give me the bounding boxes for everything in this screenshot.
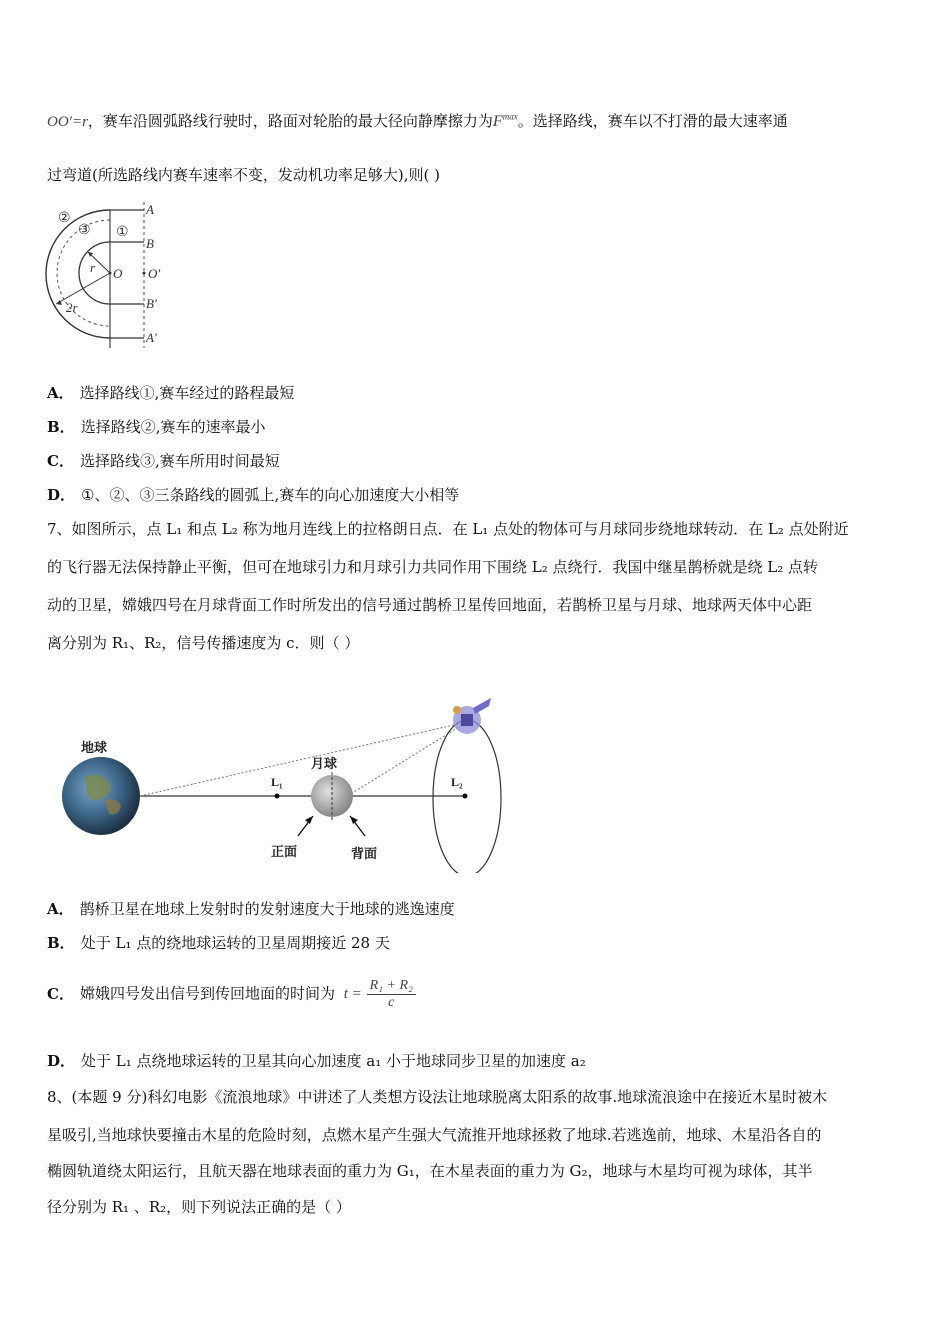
q6-option-b[interactable]: B． 选择路线②,赛车的速率最小 (47, 418, 266, 436)
label-earth: 地球 (81, 740, 108, 755)
q6-oo-r-math: OO′=r (47, 114, 88, 130)
q6-stem-line-2: 过弯道(所选路线内赛车速率不变，发动机功率足够大),则( ) (47, 166, 440, 184)
label-O-prime: O′ (148, 266, 161, 281)
q8-stem-line-2: 星吸引,当地球快要撞击木星的危险时刻，点燃木星产生强大气流推开地球拯救了地球.若逃逸前，地球、木星沿各自的 (47, 1126, 822, 1144)
label-L2: L₂ (451, 775, 463, 789)
q7-formula-lhs: t = (343, 986, 362, 1002)
q7-stem-line-2: 的飞行器无法保持静止平衡，但可在地球引力和月球引力共同作用下围绕 L₂ 点绕行．我国中继星鹊桥就是绕 L₂ 点转 (47, 558, 819, 576)
label-B: B (146, 236, 154, 251)
q6-stem-line-1 (47, 110, 788, 131)
relay-satellite (453, 698, 491, 734)
q6-option-d[interactable]: D． ①、②、③三条路线的圆弧上,赛车的向心加速度大小相等 (47, 486, 460, 504)
q7-lagrange-figure (55, 688, 505, 873)
label-route-3: ③ (78, 223, 91, 238)
q7-stem-line-4: 离分别为 R₁、R₂，信号传播速度为 c．则（ ） (47, 634, 360, 652)
q7-option-b[interactable]: B． 处于 L₁ 点的绕地球运转的卫星周期接近 28 天 (47, 934, 390, 952)
q7-stem-line-3: 动的卫星，嫦娥四号在月球背面工作时所发出的信号通过鹊桥卫星传回地面，若鹊桥卫星与月球、地球两天体中心距 (47, 596, 813, 614)
q6-fmax-math: $F^{max}$ (492, 111, 518, 130)
q7-stem-line-1: 7、如图所示，点 L₁ 和点 L₂ 称为地月连线上的拉格朗日点．在 L₁ 点处的物体可与月球同步绕地球转动．在 L₂ 点处附近 (47, 520, 849, 538)
label-2r: 2r (66, 300, 78, 315)
q6-track-figure (40, 196, 180, 356)
label-route-2: ② (58, 211, 71, 226)
q7-formula-fraction: $\frac{\text{R₁ + R₂}}{c}$ (367, 978, 416, 1011)
q6-option-c[interactable]: C． 选择路线③,赛车所用时间最短 (47, 452, 280, 470)
q8-stem-line-4: 径分别为 R₁ 、R₂，则下列说法正确的是（ ） (47, 1198, 351, 1216)
label-A-prime: A′ (146, 330, 157, 345)
q7-option-c[interactable]: C． 嫦娥四号发出信号到传回地面的时间为 t = $\frac{\text{R₁ + R₂}}{c}$ (47, 978, 416, 1011)
label-route-1: ① (116, 225, 129, 240)
moon-image (311, 775, 353, 817)
label-r: r (90, 260, 96, 275)
label-back: 背面 (351, 846, 378, 861)
label-moon: 月球 (311, 756, 338, 771)
q7-option-d[interactable]: D． 处于 L₁ 点绕地球运转的卫星其向心加速度 a₁ 小于地球同步卫星的加速度 a₂ (47, 1052, 586, 1070)
label-front: 正面 (271, 844, 298, 859)
q7-option-a[interactable]: A． 鹊桥卫星在地球上发射时的发射速度大于地球的逃逸速度 (47, 900, 455, 918)
q6-option-a[interactable]: A． 选择路线①,赛车经过的路程最短 (47, 384, 295, 402)
q8-stem-line-1: 8、(本题 9 分)科幻电影《流浪地球》中讲述了人类想方设法让地球脱离太阳系的故事.地球流浪途中在接近木星时被木 (47, 1088, 828, 1106)
q6-stem-text-b: 。选择路线，赛车以不打滑的最大速率通 (517, 112, 788, 130)
q8-stem-line-3: 椭圆轨道绕太阳运行，且航天器在地球表面的重力为 G₁，在木星表面的重力为 G₂，地球与木星均可视为球体，其半 (47, 1162, 813, 1180)
label-B-prime: B′ (146, 296, 157, 311)
label-A: A (146, 202, 154, 217)
q6-stem-text-a: ，赛车沿圆弧路线行驶时，路面对轮胎的最大径向静摩擦力为 (87, 112, 493, 130)
label-O: O (113, 266, 123, 281)
label-L1: L₁ (271, 775, 283, 789)
